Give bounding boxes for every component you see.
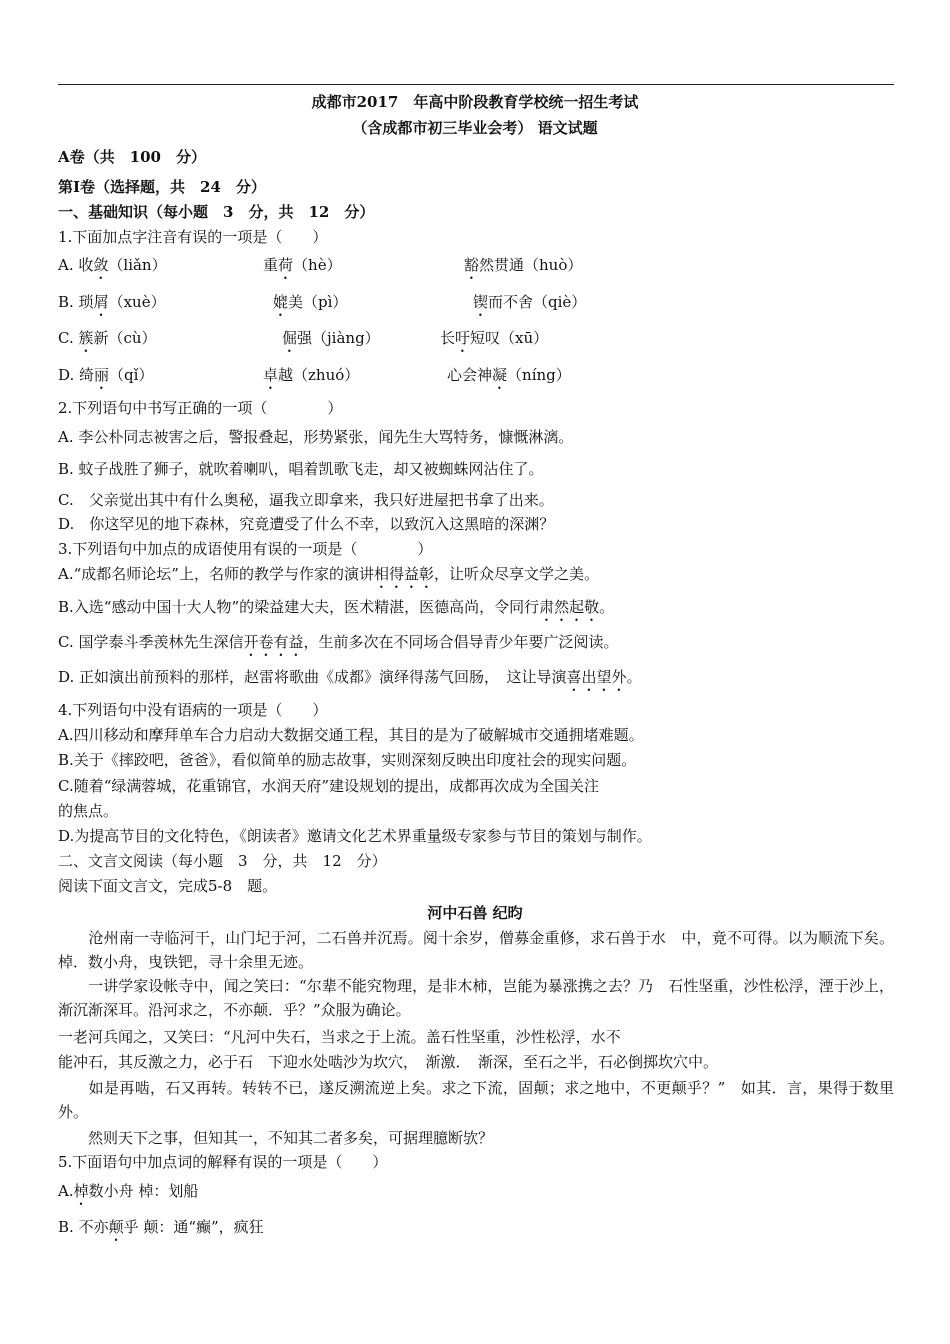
dotted-char: 荷: [278, 256, 294, 274]
passage-para-2: 一讲学家设帐寺中，闻之笑曰：“尔辈不能究物理，是非木柿，岂能为暴涨携之去？乃 石性坚重，沙性松浮，湮于沙上，渐沉渐深耳。沿河求之，不亦颠．乎？”众服为确论。: [58, 977, 894, 1019]
dotted-char: 丽: [94, 366, 110, 384]
q2-option-d: D. 你这罕见的地下森林，究竟遭受了什么不幸，以致沉入这黑暗的深渊？: [58, 515, 555, 533]
q4-stem: 4.下列语句中没有语病的一项是（ ）: [58, 701, 328, 719]
dotted-char: 媲: [273, 293, 289, 311]
q3-option-d: D. 正如演出前预料的那样，赵雷将歌曲《成都》演绎得荡气回肠， 这让导演喜出望外。: [58, 668, 642, 686]
q3-option-b: B.入选“感动中国十大人物”的梁益建大夫，医术精湛，医德高尚，令同行肃然起敬。: [58, 598, 615, 616]
q1-stem: 1.下面加点字注音有误的一项是（ ）: [58, 228, 328, 246]
dotted-idiom: 开卷有益: [243, 633, 304, 651]
q2-option-c: C. 父亲觉出其中有什么奥秘，逼我立即拿来，我只好进屋把书拿了出来。: [58, 491, 554, 509]
basics-heading: 一、基础知识（每小题 3 分，共 12 分）: [58, 203, 375, 221]
passage-para-4: 如是再啮，石又再转。转转不已，遂反溯流逆上矣。求之下流，固颠；求之地中，不更颠乎？” 如其．言，果得于数里外。: [58, 1079, 894, 1121]
q5-option-a: A.棹数小舟 棹：划船: [58, 1182, 199, 1200]
q2-option-a: A. 李公朴同志被害之后，警报叠起，形势紧张，闻先生大骂特务，慷慨淋漓。: [58, 428, 574, 446]
top-rule: [58, 84, 894, 85]
classical-heading: 二、文言文阅读（每小题 3 分，共 12 分）: [58, 852, 387, 870]
q3-option-c: C. 国学泰斗季羡林先生深信开卷有益，生前多次在不同场合倡导青少年要广泛阅读。: [58, 633, 619, 651]
dotted-char: 凝: [492, 366, 508, 384]
q4-option-d: D.为提高节目的文化特色，《朗读者》邀请文化艺术界重量级专家参与节目的策划与制作。: [58, 827, 652, 845]
q2-stem: 2.下列语句中书写正确的一项（ ）: [58, 399, 343, 417]
part1-heading: 第Ⅰ卷（选择题，共 24 分）: [58, 178, 266, 196]
q3-option-a: A.“成都名师论坛”上，名师的教学与作家的演讲相得益彰，让听众尽享文学之美。: [58, 565, 599, 583]
classical-intro: 阅读下面文言文，完成5-8 题。: [58, 877, 278, 895]
exam-subtitle: （含成都市初三毕业会考） 语文试题: [352, 119, 598, 137]
q4-option-a: A.四川移动和摩拜单车合力启动大数据交通工程，其目的是为了破解城市交通拥堵难题。: [58, 726, 644, 744]
dotted-char: 倔: [282, 329, 298, 347]
dotted-idiom: 肃然起敬: [539, 598, 600, 616]
passage-para-3-cont: 能冲石，其反激之力，必于石 下迎水处啮沙为坎穴， 渐激． 渐深，至石之半，石必倒掷坎穴中。: [58, 1053, 719, 1071]
paper-a-heading: A卷（共 100 分）: [58, 148, 206, 166]
dotted-char: 豁: [464, 256, 480, 274]
dotted-char: 敛: [93, 256, 109, 274]
dotted-idiom: 喜出望外: [566, 668, 627, 686]
passage-para-5: 然则天下之事，但知其一，不知其二者多矣，可据理臆断欤？: [58, 1129, 494, 1147]
dotted-char: 卓: [263, 366, 279, 384]
passage-para-3: 一老河兵闻之，又笑曰：“凡河中失石，当求之于上流。盖石性坚重，沙性松浮，水不: [58, 1028, 621, 1046]
q5-stem: 5.下面语句中加点词的解释有误的一项是（ ）: [58, 1153, 388, 1171]
dotted-char: 锲: [473, 293, 489, 311]
passage-para-1: 沧州南一寺临河干，山门圮于河，二石兽并沉焉。阅十余岁，僧募金重修，求石兽于水 中，竟不可得。以为顺流下矣。棹．数小舟，曳铁钯，寻十余里无迹。: [58, 929, 894, 971]
dotted-char: 屑: [93, 293, 109, 311]
dotted-char: 吁: [455, 329, 471, 347]
dotted-char: 颠: [108, 1218, 124, 1236]
passage-title: 河中石兽 纪昀: [427, 904, 523, 922]
q3-stem: 3.下列语句中加点的成语使用有误的一项是（ ）: [58, 540, 433, 558]
q2-option-b: B. 蚊子战胜了狮子，就吹着喇叭，唱着凯歌飞走，却又被蜘蛛网沾住了。: [58, 460, 544, 478]
q4-option-c: C.随着“绿满蓉城，花重锦官，水润天府”建设规划的提出，成都再次成为全国关注: [58, 777, 600, 795]
q4-option-c-cont: 的焦点。: [58, 802, 119, 820]
q5-option-b: B. 不亦颠乎 颠：通“癫”，疯狂: [58, 1218, 264, 1236]
dotted-idiom: 相得益彰: [373, 565, 434, 583]
dotted-char: 簇: [78, 329, 94, 347]
exam-title: 成都市2017 年高中阶段教育学校统一招生考试: [311, 93, 639, 111]
q4-option-b: B.关于《摔跤吧，爸爸》，看似简单的励志故事，实则深刻反映出印度社会的现实问题。: [58, 751, 637, 769]
dotted-char: 棹: [73, 1182, 89, 1200]
